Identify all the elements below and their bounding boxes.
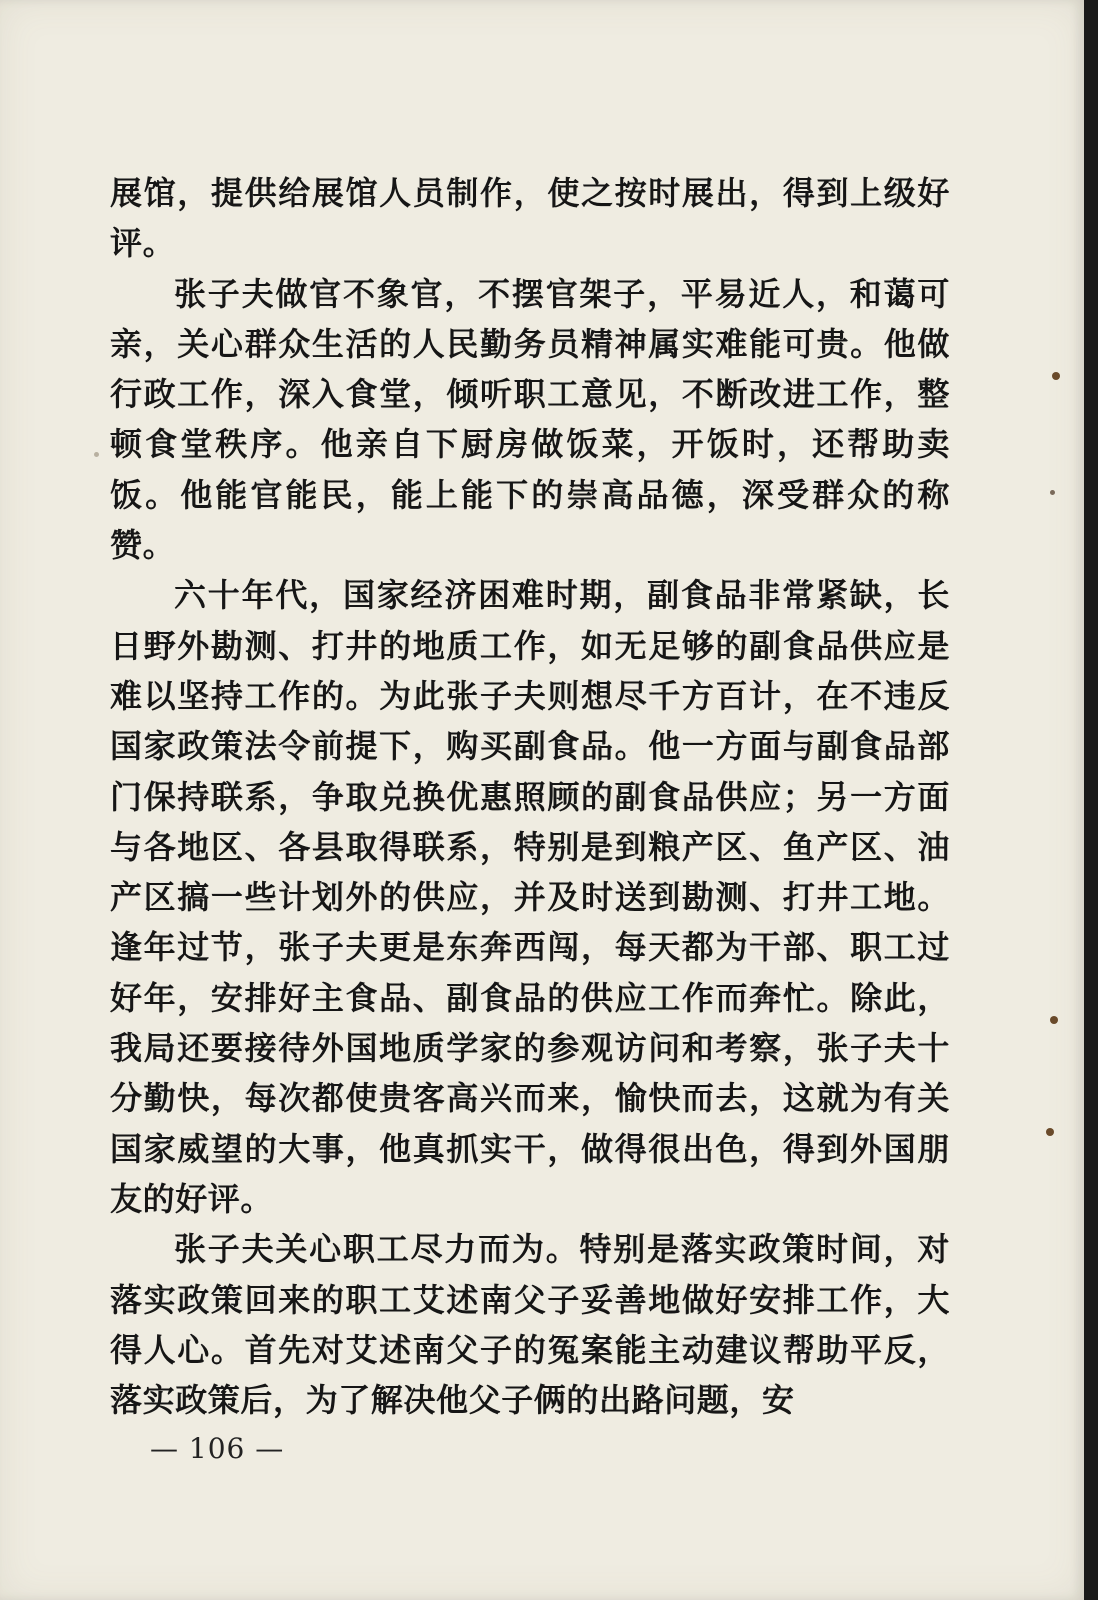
- paper-speck: [94, 452, 99, 457]
- paper-speck: [1050, 1016, 1058, 1024]
- body-text: [110, 168, 950, 1425]
- paper-speck: [1052, 372, 1060, 380]
- paragraph-2: 张子夫做官不象官，不摆官架子，平易近人，和蔼可亲，关心群众生活的人民勤务员精神属实难能可贵。他做行政工作，深入食堂，倾听职工意见，不断改进工作，整顿食堂秩序。他亲自下厨房做饭菜，开饭时，还帮助卖饭。他能官能民，能上能下的崇高品德，深受群众的称赞。: [110, 274, 950, 565]
- paragraph-1: 展馆，提供给展馆人员制作，使之按时展出，得到上级好评。: [110, 174, 950, 263]
- paragraph-4: 张子夫关心职工尽力而为。特别是落实政策时间，对落实政策回来的职工艾述南父子妥善地做好安排工作，大得人心。首先对艾述南父子的冤案能主动建议帮助平反，落实政策后，为了解决他父子俩的出路问题，安: [110, 1230, 950, 1420]
- paper-speck: [1046, 1128, 1054, 1136]
- page-number: — 106 —: [150, 1432, 285, 1465]
- paper-speck: [1050, 490, 1055, 495]
- paragraph-3: 六十年代，国家经济困难时期，副食品非常紧缺，长日野外勘测、打井的地质工作，如无足够的副食品供应是难以坚持工作的。为此张子夫则想尽千方百计，在不违反国家政策法令前提下，购买副食品。他一方面与副食品部门保持联系，争取兑换优惠照顾的副食品供应；另一方面与各地区、各县取得联系，特别是到粮产区、鱼产区、油产区搞一些计划外的供应，并及时送到勘测、打井工地。逢年过节，张子夫更是东奔西闯，每天都为干部、职工过好年，安排好主食品、副食品的供应工作而奔忙。除此，我局还要接待外国地质学家的参观访问和考察，张子夫十分勤快，每次都使贵客高兴而来，愉快而去，这就为有关国家威望的大事，他真抓实干，做得很出色，得到外国朋友的好评。: [110, 576, 950, 1218]
